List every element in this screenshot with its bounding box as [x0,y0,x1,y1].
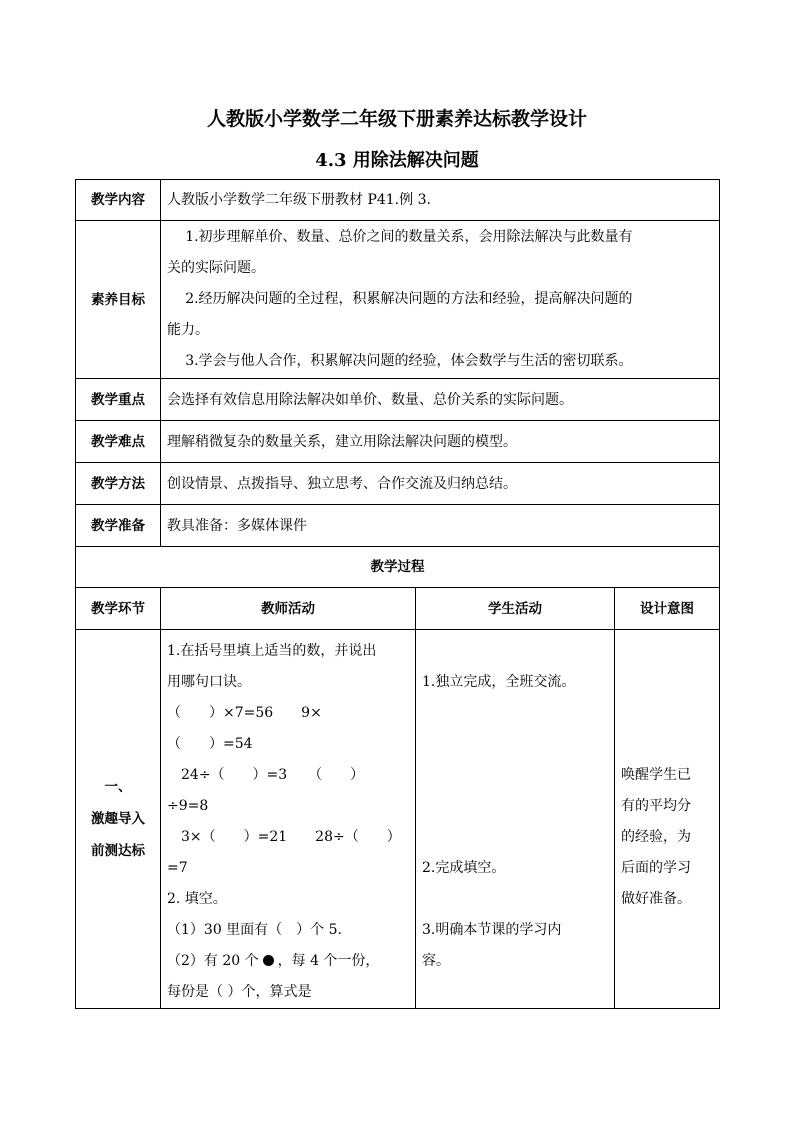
lesson-subtitle: 4.3 用除法解决问题 [315,150,479,171]
row-goals [76,221,720,379]
intent-line: 做好准备。 [621,891,691,907]
label-difficulties: 教学难点 [76,421,161,463]
teacher-line: （1）30 里面有（ ）个 5. [167,922,342,938]
stage-name-1: 激趣导入 [91,811,145,827]
goal-3: 3.学会与他人合作，积累解决问题的经验，体会数学与生活的密切联系。 [185,353,633,369]
goal-2-line-1: 2.经历解决问题的全过程，积累解决问题的方法和经验，提高解决问题的 [185,291,633,307]
student-step-2: 2.完成填空。 [422,860,506,876]
label-preparation: 教学准备 [76,505,161,547]
teacher-line: 用哪句口诀。 [167,674,251,690]
value-key-points: 会选择有效信息用除法解决如单价、数量、总价关系的实际问题。 [161,379,720,421]
teacher-line: 每份是（ ）个，算式是 [167,984,312,1000]
teacher-line: 1.在括号里填上适当的数，并说出 [167,643,377,659]
student-activity-cell [416,630,615,1009]
row-preparation [76,505,720,547]
teacher-line-with-dot [167,946,409,977]
teacher-text: ，每 4 个一份， [277,953,380,969]
label-content: 教学内容 [76,180,161,221]
student-step-3-line-2: 容。 [422,953,450,969]
lesson-plan-table [75,179,720,1009]
process-title: 教学过程 [76,547,720,588]
label-goals: 素养目标 [76,221,161,379]
row-process-headers [76,588,720,630]
teacher-line: =7 [167,860,188,876]
teacher-line: 24÷（ ）=3 （ ） [167,767,365,783]
header-intent: 设计意图 [615,588,720,630]
student-step-1: 1.独立完成，全班交流。 [422,674,576,690]
black-dot-icon [263,955,274,966]
value-content: 人教版小学数学二年级下册教材 P41.例 3. [161,180,720,221]
teacher-line: （ ）×7=56 9× [167,705,322,721]
teacher-line: ÷9=8 [167,798,209,814]
value-methods: 创设情景、点拨指导、独立思考、合作交流及归纳总结。 [161,463,720,505]
row-content [76,180,720,221]
row-difficulties [76,421,720,463]
teacher-activity-cell [161,630,416,1009]
intent-line: 后面的学习 [621,860,691,876]
header-stage: 教学环节 [76,588,161,630]
teacher-line: 2. 填空。 [167,891,227,907]
intent-line: 有的平均分 [621,798,691,814]
row-key-points [76,379,720,421]
intent-line: 的经验，为 [621,829,691,845]
row-stage-1 [76,630,720,1009]
stage-name-2: 前测达标 [91,843,145,859]
label-methods: 教学方法 [76,463,161,505]
header-teacher: 教师活动 [161,588,416,630]
intent-line: 唤醒学生已 [621,767,691,783]
teacher-text: （2）有 20 个 [167,953,259,969]
row-methods [76,463,720,505]
goals-cell [161,221,720,379]
document-title: 人教版小学数学二年级下册素养达标教学设计 [206,108,587,130]
goal-1-line-2: 关的实际问题。 [167,260,265,276]
value-preparation: 教具准备：多媒体课件 [161,505,720,547]
goal-1-line-1: 1.初步理解单价、数量、总价之间的数量关系，会用除法解决与此数量有 [185,229,633,245]
teacher-line: 3×（ ）=21 28÷（ ） [167,829,401,845]
label-key-points: 教学重点 [76,379,161,421]
value-difficulties: 理解稍微复杂的数量关系，建立用除法解决问题的模型。 [161,421,720,463]
goal-2-line-2: 能力。 [167,322,209,338]
stage-number: 一、 [104,779,132,795]
stage-cell [76,630,161,1009]
row-process-title [76,547,720,588]
header-student: 学生活动 [416,588,615,630]
teacher-line: （ ）=54 [167,736,253,752]
student-step-3-line-1: 3.明确本节课的学习内 [422,922,562,938]
design-intent-cell [615,630,720,1009]
